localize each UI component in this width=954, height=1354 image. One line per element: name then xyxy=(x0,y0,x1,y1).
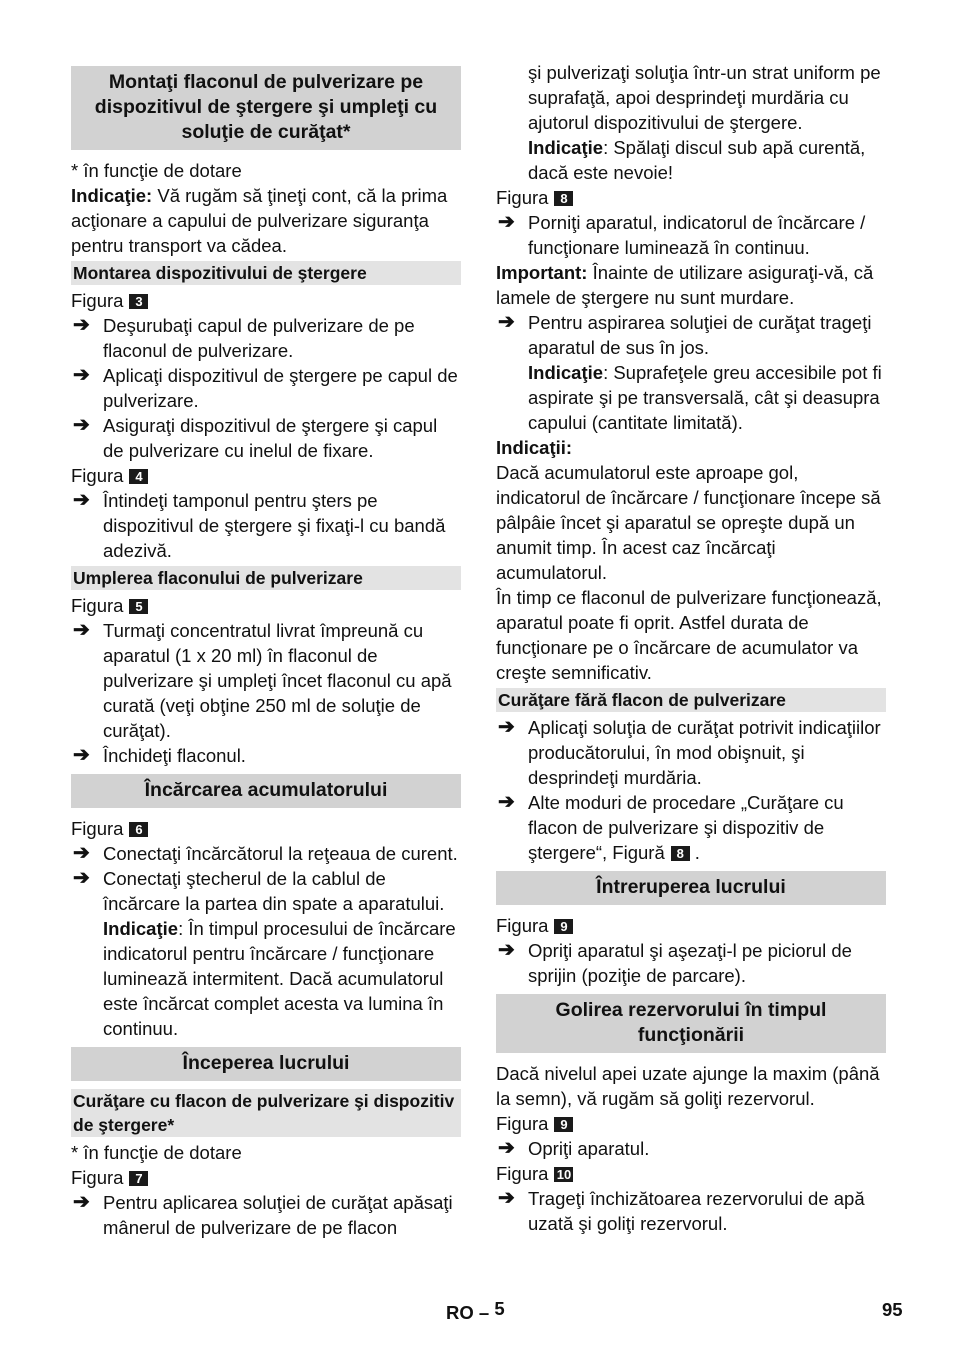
step-item xyxy=(71,313,461,363)
step-text: Pentru aplicarea soluţiei de curăţat apăsaţi mânerul de pulverizare de pe flacon xyxy=(103,1192,453,1238)
step-item xyxy=(71,413,461,463)
section-heading-mount-spray: Montaţi flaconul de pulverizare pe dispozitivul de ştergere şi umpleţi cu soluţie de curăţat* xyxy=(71,66,461,150)
note-label: Indicaţie xyxy=(528,362,604,383)
important-label: Important: xyxy=(496,262,588,283)
figure-number-badge: 8 xyxy=(671,846,690,861)
step-text: şi pulverizaţi soluţia într-un strat uniform pe suprafaţă, apoi desprindeţi murdăria cu ajutorul dispozitivului de ştergere. xyxy=(528,62,881,133)
step-item xyxy=(71,743,461,768)
figure-label: Figura xyxy=(71,1167,124,1188)
figure-label: Figura xyxy=(496,1113,549,1134)
step-text: Opriţi aparatul. xyxy=(528,1138,650,1159)
figure-number-badge: 5 xyxy=(129,599,148,614)
note-text: : În timpul procesului de încărcare indicatorul pentru încărcare / funcţionare luminează intermitent. Dacă acumulatorul este încărcat complet acesta va lumina în continuu. xyxy=(103,918,456,1039)
step-text: Deşurubaţi capul de pulverizare de pe flaconul de pulverizare. xyxy=(103,315,415,361)
section-heading-start-work: Începerea lucrului xyxy=(71,1047,461,1081)
figure-number-badge: 4 xyxy=(129,469,148,484)
arrow-right-icon: ➔ xyxy=(73,414,90,436)
important-text: Înainte de utilizare asiguraţi-vă, că lamele de ştergere nu sunt murdare. xyxy=(496,262,874,308)
subheading-mount-wiper: Montarea dispozitivului de ştergere xyxy=(71,261,461,285)
figure-ref xyxy=(71,816,461,841)
step-text: Porniţi aparatul, indicatorul de încărcare / funcţionare luminează în continuu. xyxy=(528,212,866,258)
arrow-right-icon: ➔ xyxy=(73,867,90,889)
important-paragraph xyxy=(496,260,886,310)
figure-number-badge: 8 xyxy=(554,191,573,206)
language-page-code xyxy=(446,1296,505,1325)
step-text: Conectaţi încărcătorul la reţeaua de curent. xyxy=(103,843,458,864)
figure-label: Figura xyxy=(71,290,124,311)
right-column xyxy=(496,60,886,1236)
step-item xyxy=(71,618,461,743)
figure-label: Figura xyxy=(71,595,124,616)
equipment-note: * în funcţie de dotare xyxy=(71,1142,242,1163)
step-text: Închideţi flaconul. xyxy=(103,745,246,766)
note-text: Vă rugăm să ţineţi cont, că la prima acţionare a capului de pulverizare siguranţa pentru transport va cădea. xyxy=(71,185,448,256)
step-item xyxy=(496,310,886,435)
figure-label: Figura xyxy=(496,187,549,208)
note-label: Indicaţie: xyxy=(71,185,153,206)
step-item xyxy=(71,866,461,1041)
step-item xyxy=(496,210,886,260)
arrow-right-icon: ➔ xyxy=(73,489,90,511)
step-text: Aplicaţi soluţia de curăţat potrivit indicaţiilor producătorului, în mod obişnuit, şi desprindeţi murdăria. xyxy=(528,717,881,788)
section-heading-empty-tank: Golirea rezervorului în timpul funcţionării xyxy=(496,994,886,1053)
subheading-fill-bottle: Umplerea flaconului de pulverizare xyxy=(71,566,461,590)
step-text: Aplicaţi dispozitivul de ştergere pe capul de pulverizare. xyxy=(103,365,458,411)
arrow-right-icon: ➔ xyxy=(73,314,90,336)
step-item xyxy=(496,790,886,865)
figure-number-badge: 10 xyxy=(554,1167,573,1182)
subheading-clean-with-bottle: Curăţare cu flacon de pulverizare şi dispozitiv de ştergere* xyxy=(71,1089,461,1137)
note-label: Indicaţie xyxy=(103,918,179,939)
arrow-right-icon: ➔ xyxy=(498,716,515,738)
arrow-right-icon: ➔ xyxy=(498,311,515,333)
arrow-right-icon: ➔ xyxy=(73,744,90,766)
arrow-right-icon: ➔ xyxy=(498,1137,515,1159)
figure-label: Figura xyxy=(496,915,549,936)
step-text: Conectaţi ştecherul de la cablul de încărcare la partea din spate a aparatului. xyxy=(103,868,445,914)
step-text: Alte moduri de procedare „Curăţare cu flacon de pulverizare şi dispozitiv de ştergere“, Figură xyxy=(528,792,844,863)
figure-ref xyxy=(496,1161,886,1186)
figure-ref xyxy=(71,593,461,618)
left-column xyxy=(71,60,461,1240)
figure-ref xyxy=(71,463,461,488)
figure-number-badge: 9 xyxy=(554,1117,573,1132)
arrow-right-icon: ➔ xyxy=(498,1187,515,1209)
arrow-right-icon: ➔ xyxy=(73,842,90,864)
step-text: Turmaţi concentratul livrat împreună cu aparatul (1 x 20 ml) în flaconul de pulverizare şi umpleţi încet flaconul cu apă curată (veţi obţine 250 ml de soluţie de curăţat). xyxy=(103,620,452,741)
step-item xyxy=(496,715,886,790)
note-text: : Spălaţi discul sub apă curentă, dacă este nevoie! xyxy=(528,137,866,183)
figure-number-badge: 6 xyxy=(129,822,148,837)
step-item xyxy=(496,1186,886,1236)
page-number: 95 xyxy=(882,1299,903,1320)
footer-dash: – xyxy=(473,1302,495,1323)
note-text: : Suprafeţele greu accesibile pot fi aspirate şi pe transversală, cât şi deasupra capului (cantitate limitată). xyxy=(528,362,882,433)
language-code: RO xyxy=(446,1302,474,1323)
step-item xyxy=(71,363,461,413)
step-item xyxy=(71,488,461,563)
figure-ref xyxy=(496,913,886,938)
figure-label: Figura xyxy=(71,465,124,486)
step-text: Întindeţi tamponul pentru şters pe dispozitivul de ştergere şi fixaţi-l cu bandă adezivă. xyxy=(103,490,446,561)
arrow-right-icon: ➔ xyxy=(73,364,90,386)
arrow-right-icon: ➔ xyxy=(498,211,515,233)
note-label: Indicaţie xyxy=(528,137,604,158)
empty-tank-paragraph: Dacă nivelul apei uzate ajunge la maxim (până la semn), vă rugăm să goliţi rezervorul. xyxy=(496,1063,880,1109)
arrow-right-icon: ➔ xyxy=(498,791,515,813)
note-paragraph xyxy=(71,183,461,258)
figure-number-badge: 3 xyxy=(129,294,148,309)
arrow-right-icon: ➔ xyxy=(73,619,90,641)
arrow-right-icon: ➔ xyxy=(498,939,515,961)
arrow-right-icon: ➔ xyxy=(73,1191,90,1213)
figure-ref xyxy=(496,185,886,210)
step-item xyxy=(71,1190,461,1240)
section-page-number: 5 xyxy=(494,1298,505,1319)
step-item xyxy=(496,938,886,988)
step-text: Asiguraţi dispozitivul de ştergere şi capul de pulverizare cu inelul de fixare. xyxy=(103,415,438,461)
section-heading-charging: Încărcarea acumulatorului xyxy=(71,774,461,808)
figure-ref xyxy=(71,1165,461,1190)
battery-low-paragraph: Dacă acumulatorul este aproape gol, indicatorul de încărcare / funcţionare începe să pâlpâie încet şi aparatul se opreşte după un anumit timp. În acest caz încărcaţi acumulatorul. xyxy=(496,462,881,583)
subheading-clean-without-bottle: Curăţare fără flacon de pulverizare xyxy=(496,688,886,712)
figure-label: Figura xyxy=(496,1163,549,1184)
figure-number-badge: 9 xyxy=(554,919,573,934)
figure-ref xyxy=(71,288,461,313)
step-item xyxy=(71,841,461,866)
equipment-note: * în funcţie de dotare xyxy=(71,160,242,181)
runtime-paragraph: În timp ce flaconul de pulverizare funcţionează, aparatul poate fi oprit. Astfel durata de funcţionare pe o încărcare de acumulator va creşte semnificativ. xyxy=(496,587,882,683)
figure-ref xyxy=(496,1111,886,1136)
section-heading-interrupt-work: Întreruperea lucrului xyxy=(496,871,886,905)
step-text: Trageţi închizătoarea rezervorului de apă uzată şi goliţi rezervorul. xyxy=(528,1188,865,1234)
step-text: Pentru aspirarea soluţiei de curăţat trageţi aparatul de sus în jos. xyxy=(528,312,872,358)
figure-label: Figura xyxy=(71,818,124,839)
step-text: Opriţi aparatul şi aşezaţi-l pe piciorul de sprijin (poziţie de parcare). xyxy=(528,940,852,986)
figure-number-badge: 7 xyxy=(129,1171,148,1186)
step-item xyxy=(496,1136,886,1161)
step-continuation xyxy=(496,60,886,185)
notes-label: Indicaţii: xyxy=(496,437,573,458)
step-text-end: . xyxy=(694,842,700,863)
